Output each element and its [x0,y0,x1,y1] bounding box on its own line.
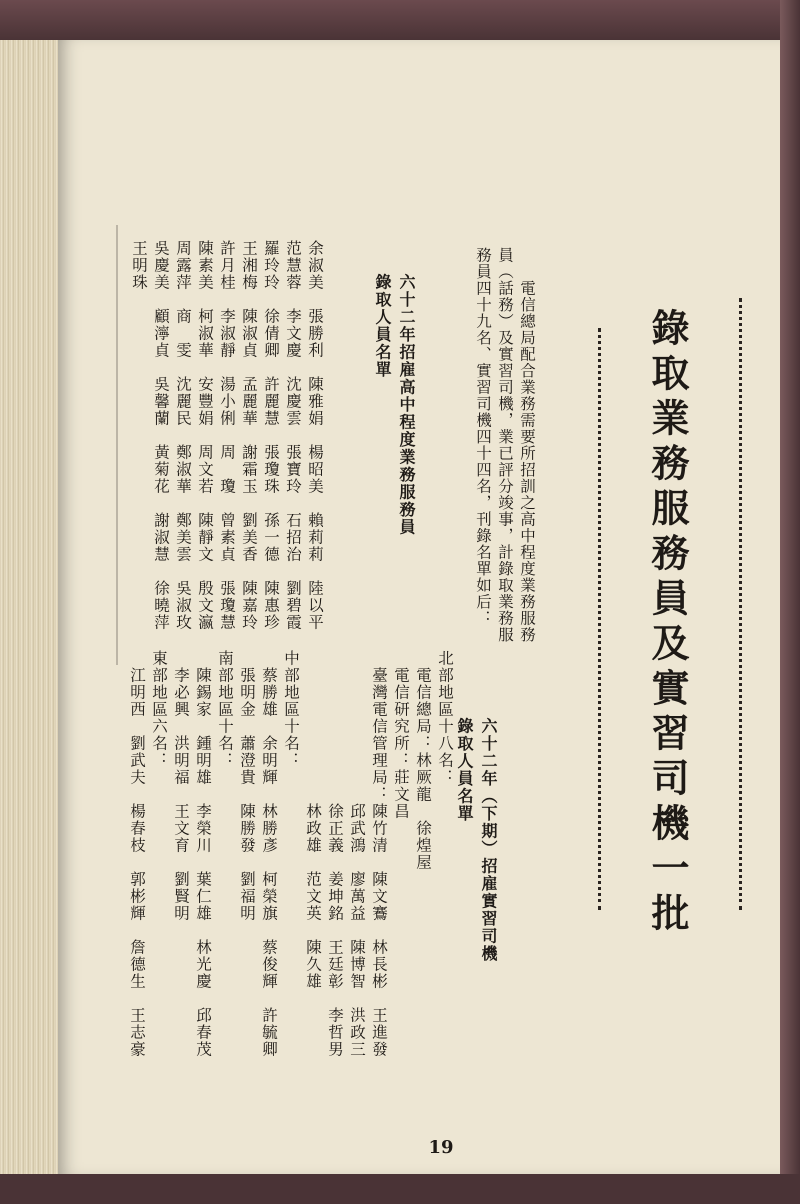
driver-section-heading: 六十二年（下期）招雇實習司機 錄取人員名單 [455,717,498,963]
service-name-list: 余淑美 張勝利 陳雅娟 楊昭美 賴莉莉 陸以平 范慧蓉 李文慶 沈慶雲 張寶玲 石招治 劉碧霞 羅玲玲 徐倩卿 許麗慧 張瓊珠 孫一德 陳惠珍 王湘梅 陳淑貞 孟麗華 謝霜玉 劉美香 陳嘉玲 許月桂 李淑靜 湯小俐 周 瓊 曾素貞 張瓊慧 陳素美 柯淑華 安豐娟 周文若 陳靜文 殷文瀛 周露萍 商 雯 沈麗民 鄭淑華 鄭美雲 吳淑玫 吳慶美 顧濘貞 吳馨蘭 黃菊花 謝淑慧 徐曉萍 王明珠 [130,240,324,631]
intro-paragraph: 電信總局配合業務需要所招訓之高中程度業務服務 員（話務）及實習司機，業已評分竣事，計錄取業務服 務員四十九名、實習司機四十四名，刊錄名單如后： [474,247,536,643]
book-cover-bottom [0,1174,800,1204]
page-title: 錄取業務服務員及實習司機一批 [645,308,690,938]
book-page [58,40,780,1174]
page-number: 19 [428,1137,454,1158]
book-cover-top [0,0,800,40]
page-edges [0,40,60,1174]
service-section-heading: 六十二年招雇高中程度業務服務員 錄取人員名單 [373,273,416,536]
driver-name-list: 北部地區十八名： 電信總局：林厥龍 徐煌屋 電信研究所：莊文昌 臺灣電信管理局：陳竹清 陳文鶱 林長彬 王進發 邱武鴻 廖萬益 陳博智 洪政三 徐正義 姜坤銘 王廷彰 李哲男 林政雄 范文英 陳久雄 中部地區十名： 蔡勝雄 余明輝 林勝彥 柯榮旗 蔡俊輝 許毓卿 張明金 蕭澄貴 陳勝發 劉福明 南部地區十名： 陳錫家 鍾明雄 李榮川 葉仁雄 林光慶 邱春茂 李必興 洪明福 王文育 劉賢明 東部地區六名： 江明西 劉武夫 楊春枝 郭彬輝 詹德生 王志豪 [128,650,454,1058]
title-ornament-left [598,328,607,910]
title-ornament-right [739,298,748,910]
book-cover-right [780,0,800,1204]
faint-divider [116,225,118,665]
